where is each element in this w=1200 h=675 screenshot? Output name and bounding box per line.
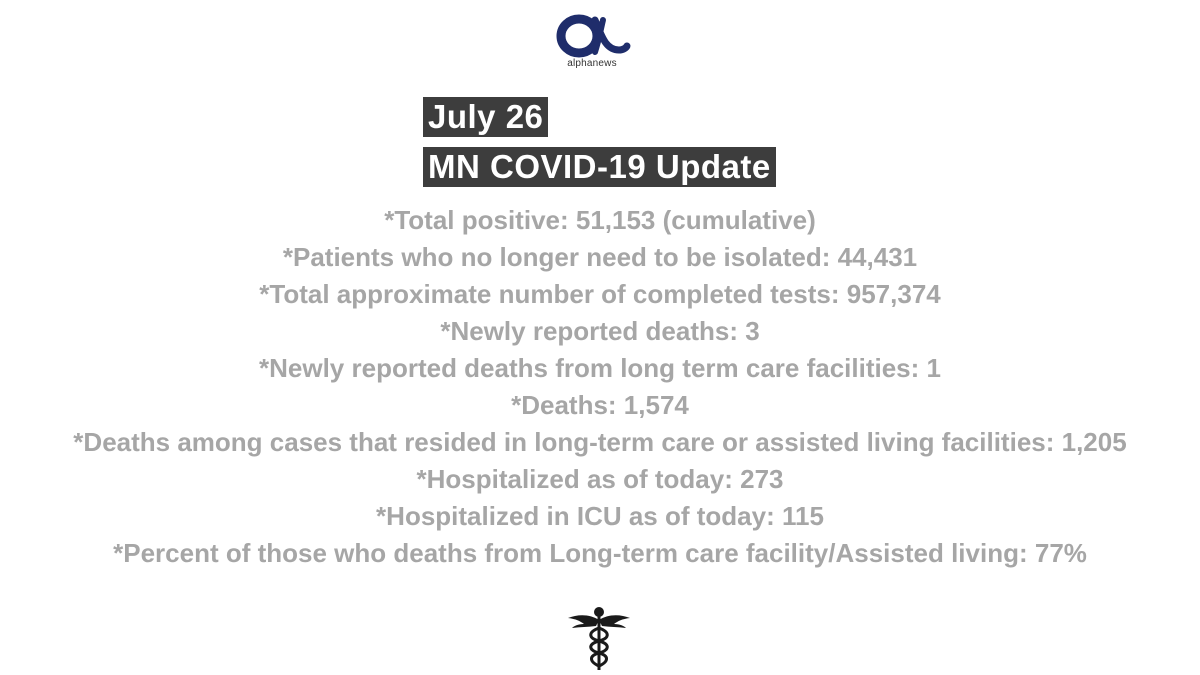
stat-hospitalized-icu: *Hospitalized in ICU as of today: 115 xyxy=(376,501,824,531)
stat-deaths-ltc: *Deaths among cases that resided in long-term care or assisted living facilities: 1,205 xyxy=(73,427,1127,457)
caduceus-icon xyxy=(566,604,632,670)
stat-completed-tests: *Total approximate number of completed tests: 957,374 xyxy=(259,279,941,309)
stat-no-longer-isolated: *Patients who no longer need to be isolated: 44,431 xyxy=(282,242,918,272)
stat-total-positive: *Total positive: 51,153 (cumulative) xyxy=(384,205,816,235)
stat-deaths: *Deaths: 1,574 xyxy=(511,390,689,420)
alpha-icon xyxy=(551,10,633,58)
page-title: MN COVID-19 Update xyxy=(423,147,776,187)
stats-list xyxy=(0,202,1200,572)
stat-new-deaths: *Newly reported deaths: 3 xyxy=(440,316,760,346)
stat-new-deaths-ltc: *Newly reported deaths from long term care facilities: 1 xyxy=(259,353,941,383)
alphanews-logo xyxy=(551,10,633,76)
logo-brand-text: alphanews xyxy=(567,58,617,69)
stat-hospitalized: *Hospitalized as of today: 273 xyxy=(416,464,784,494)
update-date: July 26 xyxy=(423,97,548,137)
stat-percent-ltc-deaths: *Percent of those who deaths from Long-term care facility/Assisted living: 77% xyxy=(113,538,1087,568)
